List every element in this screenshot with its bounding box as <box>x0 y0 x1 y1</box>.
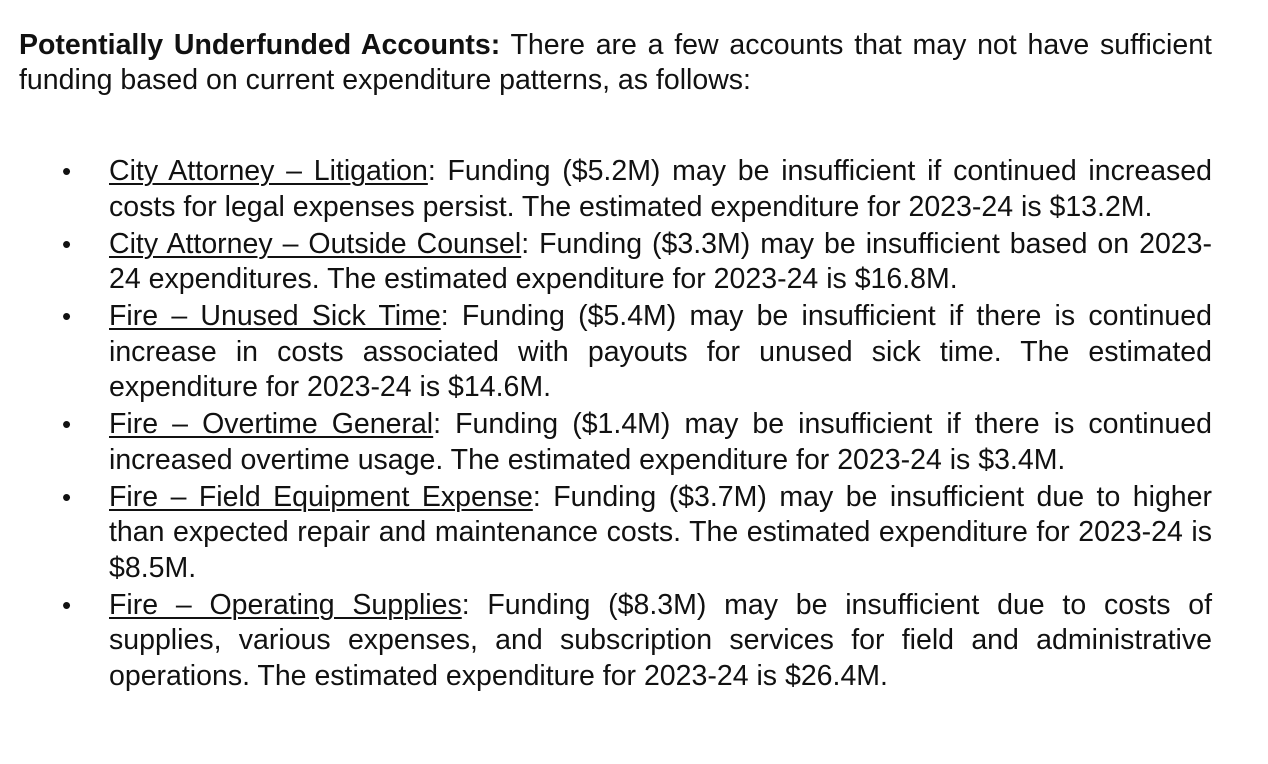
account-name: Fire – Overtime General <box>109 408 434 441</box>
account-name: Fire – Unused Sick Time <box>109 300 441 333</box>
intro-paragraph <box>19 28 1212 98</box>
bullet-icon: • <box>62 156 72 186</box>
bullet-icon: • <box>62 589 72 620</box>
account-name: City Attorney – Litigation <box>109 155 428 187</box>
list-item <box>62 407 1212 478</box>
bullet-icon: • <box>62 481 72 512</box>
account-description: : Funding ($5.4M) may be insufficient if there is continued increase in costs associated with payouts for unused sick time. The estimated expenditure for 2023-24 is $14.6M. <box>109 300 1212 404</box>
bullet-icon: • <box>62 228 72 259</box>
underfunded-accounts-list <box>19 154 1212 694</box>
account-description: : Funding ($1.4M) may be insufficient if there is continued increased overtime usage. The estimated expenditure for 2023-24 is $3.4M. <box>109 408 1212 476</box>
account-name: City Attorney – Outside Counsel <box>109 227 522 260</box>
account-description: : Funding ($3.7M) may be insufficient due to higher than expected repair and maintenance costs. The estimated expenditure for 2023-24 is $8.5M. <box>109 480 1213 584</box>
list-item <box>62 480 1213 587</box>
account-description: : Funding ($3.3M) may be insufficient based on 2023-24 expenditures. The estimated expenditure for 2023-24 is $16.8M. <box>109 227 1212 296</box>
list-item <box>62 299 1212 406</box>
section-heading: Potentially Underfunded Accounts: <box>19 29 501 61</box>
account-description: : Funding ($8.3M) may be insufficient due to costs of supplies, various expenses, and subscription services for field and administrative operations. The estimated expenditure for 2023-24 is $26.4M. <box>109 588 1212 692</box>
list-item <box>62 588 1212 695</box>
intro-text: There are a few accounts that may not have sufficient funding based on current expenditure patterns, as follows: <box>19 29 1212 96</box>
account-description: : Funding ($5.2M) may be insufficient if continued increased costs for legal expenses persist. The estimated expenditure for 2023-24 is $13.2M. <box>109 155 1212 223</box>
account-name: Fire – Field Equipment Expense <box>109 480 533 513</box>
list-item <box>62 154 1212 225</box>
bullet-icon: • <box>62 409 72 440</box>
list-item <box>62 227 1212 298</box>
account-name: Fire – Operating Supplies <box>109 588 462 621</box>
bullet-icon: • <box>62 301 72 332</box>
